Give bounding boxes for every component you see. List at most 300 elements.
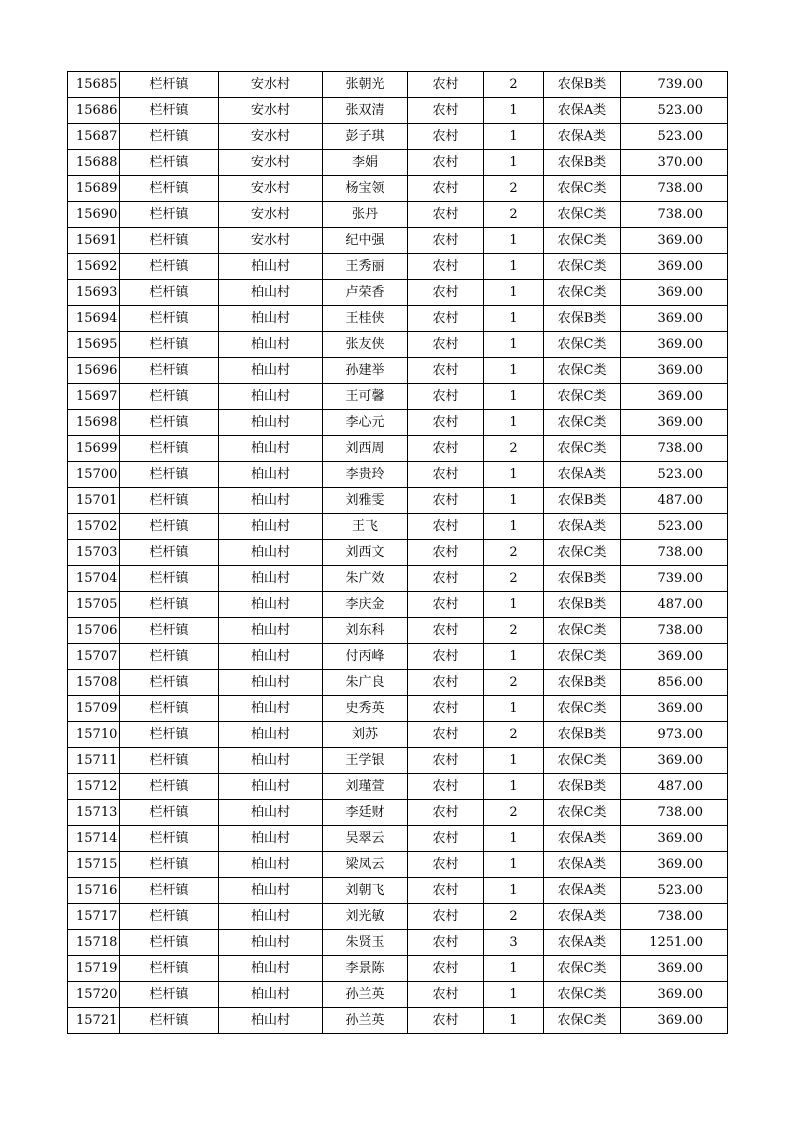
amount-cell: 738.00	[621, 540, 728, 566]
name-cell: 孙兰英	[323, 982, 408, 1008]
village-cell: 柏山村	[219, 800, 323, 826]
amount-cell: 487.00	[621, 488, 728, 514]
amount-cell: 369.00	[621, 852, 728, 878]
name-cell: 刘光敏	[323, 904, 408, 930]
category-cell: 农保B类	[544, 306, 621, 332]
person-count-cell: 2	[484, 540, 544, 566]
household-type-cell: 农村	[408, 878, 484, 904]
village-cell: 柏山村	[219, 696, 323, 722]
category-cell: 农保C类	[544, 254, 621, 280]
person-count-cell: 1	[484, 982, 544, 1008]
town-cell: 栏杆镇	[120, 98, 219, 124]
category-cell: 农保A类	[544, 852, 621, 878]
name-cell: 张双清	[323, 98, 408, 124]
household-type-cell: 农村	[408, 72, 484, 98]
town-cell: 栏杆镇	[120, 488, 219, 514]
amount-cell: 738.00	[621, 176, 728, 202]
amount-cell: 369.00	[621, 358, 728, 384]
category-cell: 农保C类	[544, 436, 621, 462]
name-cell: 王学银	[323, 748, 408, 774]
village-cell: 柏山村	[219, 410, 323, 436]
household-type-cell: 农村	[408, 280, 484, 306]
person-count-cell: 2	[484, 618, 544, 644]
village-cell: 柏山村	[219, 566, 323, 592]
household-type-cell: 农村	[408, 644, 484, 670]
record-number-cell: 15704	[68, 566, 120, 592]
household-type-cell: 农村	[408, 982, 484, 1008]
village-cell: 柏山村	[219, 722, 323, 748]
table-row	[68, 540, 728, 566]
amount-cell: 369.00	[621, 1008, 728, 1034]
village-cell: 柏山村	[219, 436, 323, 462]
table-row	[68, 618, 728, 644]
village-cell: 柏山村	[219, 488, 323, 514]
table-row	[68, 306, 728, 332]
table-row	[68, 488, 728, 514]
table-row	[68, 670, 728, 696]
category-cell: 农保A类	[544, 826, 621, 852]
town-cell: 栏杆镇	[120, 254, 219, 280]
table-row	[68, 800, 728, 826]
person-count-cell: 1	[484, 254, 544, 280]
town-cell: 栏杆镇	[120, 124, 219, 150]
record-number-cell: 15697	[68, 384, 120, 410]
category-cell: 农保B类	[544, 722, 621, 748]
record-number-cell: 15689	[68, 176, 120, 202]
name-cell: 王桂侠	[323, 306, 408, 332]
record-number-cell: 15717	[68, 904, 120, 930]
record-number-cell: 15713	[68, 800, 120, 826]
amount-cell: 523.00	[621, 514, 728, 540]
name-cell: 彭子琪	[323, 124, 408, 150]
town-cell: 栏杆镇	[120, 384, 219, 410]
table-row	[68, 280, 728, 306]
record-number-cell: 15703	[68, 540, 120, 566]
category-cell: 农保C类	[544, 176, 621, 202]
town-cell: 栏杆镇	[120, 566, 219, 592]
name-cell: 李廷财	[323, 800, 408, 826]
record-number-cell: 15699	[68, 436, 120, 462]
category-cell: 农保C类	[544, 1008, 621, 1034]
village-cell: 柏山村	[219, 592, 323, 618]
record-number-cell: 15691	[68, 228, 120, 254]
record-number-cell: 15695	[68, 332, 120, 358]
category-cell: 农保B类	[544, 592, 621, 618]
amount-cell: 369.00	[621, 982, 728, 1008]
category-cell: 农保B类	[544, 670, 621, 696]
amount-cell: 973.00	[621, 722, 728, 748]
name-cell: 史秀英	[323, 696, 408, 722]
person-count-cell: 3	[484, 930, 544, 956]
amount-cell: 369.00	[621, 228, 728, 254]
person-count-cell: 1	[484, 644, 544, 670]
name-cell: 刘瑾萱	[323, 774, 408, 800]
category-cell: 农保C类	[544, 956, 621, 982]
table-row	[68, 982, 728, 1008]
town-cell: 栏杆镇	[120, 826, 219, 852]
table-row	[68, 696, 728, 722]
category-cell: 农保A类	[544, 930, 621, 956]
town-cell: 栏杆镇	[120, 150, 219, 176]
name-cell: 孙兰英	[323, 1008, 408, 1034]
category-cell: 农保C类	[544, 202, 621, 228]
category-cell: 农保B类	[544, 150, 621, 176]
amount-cell: 738.00	[621, 202, 728, 228]
record-number-cell: 15698	[68, 410, 120, 436]
name-cell: 卢荣香	[323, 280, 408, 306]
record-table	[67, 71, 728, 1034]
amount-cell: 487.00	[621, 774, 728, 800]
record-number-cell: 15715	[68, 852, 120, 878]
table-row	[68, 202, 728, 228]
table-row	[68, 826, 728, 852]
amount-cell: 370.00	[621, 150, 728, 176]
table-row	[68, 254, 728, 280]
household-type-cell: 农村	[408, 670, 484, 696]
household-type-cell: 农村	[408, 514, 484, 540]
person-count-cell: 1	[484, 332, 544, 358]
category-cell: 农保B类	[544, 72, 621, 98]
amount-cell: 369.00	[621, 644, 728, 670]
table-row	[68, 98, 728, 124]
person-count-cell: 2	[484, 800, 544, 826]
record-number-cell: 15720	[68, 982, 120, 1008]
person-count-cell: 1	[484, 98, 544, 124]
record-number-cell: 15714	[68, 826, 120, 852]
person-count-cell: 2	[484, 72, 544, 98]
household-type-cell: 农村	[408, 956, 484, 982]
record-number-cell: 15721	[68, 1008, 120, 1034]
household-type-cell: 农村	[408, 566, 484, 592]
person-count-cell: 1	[484, 462, 544, 488]
table-row	[68, 514, 728, 540]
town-cell: 栏杆镇	[120, 722, 219, 748]
person-count-cell: 1	[484, 410, 544, 436]
person-count-cell: 1	[484, 228, 544, 254]
record-number-cell: 15705	[68, 592, 120, 618]
village-cell: 柏山村	[219, 384, 323, 410]
category-cell: 农保C类	[544, 228, 621, 254]
table-row	[68, 358, 728, 384]
category-cell: 农保C类	[544, 332, 621, 358]
record-number-cell: 15711	[68, 748, 120, 774]
record-number-cell: 15700	[68, 462, 120, 488]
household-type-cell: 农村	[408, 254, 484, 280]
town-cell: 栏杆镇	[120, 618, 219, 644]
household-type-cell: 农村	[408, 930, 484, 956]
village-cell: 柏山村	[219, 358, 323, 384]
category-cell: 农保C类	[544, 982, 621, 1008]
record-number-cell: 15687	[68, 124, 120, 150]
name-cell: 王秀丽	[323, 254, 408, 280]
town-cell: 栏杆镇	[120, 748, 219, 774]
table-row	[68, 644, 728, 670]
name-cell: 刘西文	[323, 540, 408, 566]
person-count-cell: 1	[484, 826, 544, 852]
category-cell: 农保B类	[544, 488, 621, 514]
amount-cell: 369.00	[621, 410, 728, 436]
category-cell: 农保A类	[544, 904, 621, 930]
village-cell: 柏山村	[219, 306, 323, 332]
table-row	[68, 930, 728, 956]
category-cell: 农保B类	[544, 774, 621, 800]
household-type-cell: 农村	[408, 150, 484, 176]
village-cell: 柏山村	[219, 826, 323, 852]
town-cell: 栏杆镇	[120, 774, 219, 800]
person-count-cell: 1	[484, 358, 544, 384]
amount-cell: 369.00	[621, 254, 728, 280]
record-number-cell: 15710	[68, 722, 120, 748]
category-cell: 农保C类	[544, 358, 621, 384]
record-number-cell: 15688	[68, 150, 120, 176]
amount-cell: 523.00	[621, 878, 728, 904]
name-cell: 王可馨	[323, 384, 408, 410]
name-cell: 纪中强	[323, 228, 408, 254]
household-type-cell: 农村	[408, 618, 484, 644]
person-count-cell: 1	[484, 878, 544, 904]
town-cell: 栏杆镇	[120, 540, 219, 566]
table-row	[68, 878, 728, 904]
record-number-cell: 15712	[68, 774, 120, 800]
table-row	[68, 904, 728, 930]
village-cell: 柏山村	[219, 904, 323, 930]
category-cell: 农保C类	[544, 618, 621, 644]
record-number-cell: 15708	[68, 670, 120, 696]
record-number-cell: 15686	[68, 98, 120, 124]
person-count-cell: 1	[484, 124, 544, 150]
person-count-cell: 2	[484, 722, 544, 748]
category-cell: 农保A类	[544, 878, 621, 904]
name-cell: 梁凤云	[323, 852, 408, 878]
person-count-cell: 1	[484, 280, 544, 306]
record-number-cell: 15709	[68, 696, 120, 722]
category-cell: 农保A类	[544, 124, 621, 150]
category-cell: 农保A类	[544, 98, 621, 124]
record-number-cell: 15685	[68, 72, 120, 98]
person-count-cell: 1	[484, 488, 544, 514]
village-cell: 柏山村	[219, 670, 323, 696]
town-cell: 栏杆镇	[120, 644, 219, 670]
household-type-cell: 农村	[408, 358, 484, 384]
household-type-cell: 农村	[408, 462, 484, 488]
amount-cell: 369.00	[621, 696, 728, 722]
name-cell: 刘东科	[323, 618, 408, 644]
person-count-cell: 1	[484, 696, 544, 722]
household-type-cell: 农村	[408, 800, 484, 826]
town-cell: 栏杆镇	[120, 410, 219, 436]
name-cell: 刘苏	[323, 722, 408, 748]
village-cell: 柏山村	[219, 748, 323, 774]
amount-cell: 523.00	[621, 124, 728, 150]
category-cell: 农保B类	[544, 566, 621, 592]
village-cell: 柏山村	[219, 930, 323, 956]
village-cell: 安水村	[219, 72, 323, 98]
table-row	[68, 410, 728, 436]
household-type-cell: 农村	[408, 202, 484, 228]
person-count-cell: 1	[484, 306, 544, 332]
town-cell: 栏杆镇	[120, 176, 219, 202]
amount-cell: 523.00	[621, 462, 728, 488]
record-number-cell: 15702	[68, 514, 120, 540]
town-cell: 栏杆镇	[120, 982, 219, 1008]
amount-cell: 738.00	[621, 800, 728, 826]
village-cell: 柏山村	[219, 280, 323, 306]
category-cell: 农保C类	[544, 748, 621, 774]
town-cell: 栏杆镇	[120, 670, 219, 696]
household-type-cell: 农村	[408, 774, 484, 800]
town-cell: 栏杆镇	[120, 930, 219, 956]
name-cell: 李庆金	[323, 592, 408, 618]
name-cell: 张朝光	[323, 72, 408, 98]
table-row	[68, 852, 728, 878]
category-cell: 农保C类	[544, 696, 621, 722]
household-type-cell: 农村	[408, 306, 484, 332]
person-count-cell: 1	[484, 956, 544, 982]
amount-cell: 369.00	[621, 332, 728, 358]
town-cell: 栏杆镇	[120, 514, 219, 540]
household-type-cell: 农村	[408, 124, 484, 150]
name-cell: 李心元	[323, 410, 408, 436]
town-cell: 栏杆镇	[120, 72, 219, 98]
name-cell: 付丙峰	[323, 644, 408, 670]
person-count-cell: 1	[484, 384, 544, 410]
table-body	[68, 72, 728, 1034]
person-count-cell: 1	[484, 748, 544, 774]
name-cell: 刘朝飞	[323, 878, 408, 904]
town-cell: 栏杆镇	[120, 1008, 219, 1034]
record-number-cell: 15696	[68, 358, 120, 384]
amount-cell: 738.00	[621, 436, 728, 462]
table-row	[68, 72, 728, 98]
person-count-cell: 1	[484, 1008, 544, 1034]
town-cell: 栏杆镇	[120, 228, 219, 254]
household-type-cell: 农村	[408, 488, 484, 514]
household-type-cell: 农村	[408, 540, 484, 566]
record-number-cell: 15716	[68, 878, 120, 904]
table-row	[68, 176, 728, 202]
town-cell: 栏杆镇	[120, 852, 219, 878]
person-count-cell: 2	[484, 176, 544, 202]
village-cell: 柏山村	[219, 254, 323, 280]
village-cell: 安水村	[219, 176, 323, 202]
village-cell: 柏山村	[219, 332, 323, 358]
household-type-cell: 农村	[408, 384, 484, 410]
name-cell: 李贵玲	[323, 462, 408, 488]
amount-cell: 523.00	[621, 98, 728, 124]
amount-cell: 738.00	[621, 904, 728, 930]
village-cell: 安水村	[219, 124, 323, 150]
record-number-cell: 15719	[68, 956, 120, 982]
person-count-cell: 1	[484, 514, 544, 540]
person-count-cell: 2	[484, 566, 544, 592]
amount-cell: 369.00	[621, 956, 728, 982]
village-cell: 柏山村	[219, 982, 323, 1008]
household-type-cell: 农村	[408, 98, 484, 124]
town-cell: 栏杆镇	[120, 306, 219, 332]
town-cell: 栏杆镇	[120, 956, 219, 982]
name-cell: 张丹	[323, 202, 408, 228]
name-cell: 李娟	[323, 150, 408, 176]
table-row	[68, 384, 728, 410]
village-cell: 安水村	[219, 202, 323, 228]
category-cell: 农保C类	[544, 540, 621, 566]
household-type-cell: 农村	[408, 228, 484, 254]
household-type-cell: 农村	[408, 696, 484, 722]
amount-cell: 369.00	[621, 280, 728, 306]
household-type-cell: 农村	[408, 436, 484, 462]
amount-cell: 369.00	[621, 306, 728, 332]
amount-cell: 369.00	[621, 384, 728, 410]
record-number-cell: 15693	[68, 280, 120, 306]
table-row	[68, 566, 728, 592]
record-number-cell: 15692	[68, 254, 120, 280]
town-cell: 栏杆镇	[120, 436, 219, 462]
table-row	[68, 774, 728, 800]
table-row	[68, 722, 728, 748]
person-count-cell: 2	[484, 202, 544, 228]
person-count-cell: 1	[484, 774, 544, 800]
household-type-cell: 农村	[408, 332, 484, 358]
table-row	[68, 436, 728, 462]
table-row	[68, 956, 728, 982]
village-cell: 柏山村	[219, 644, 323, 670]
town-cell: 栏杆镇	[120, 332, 219, 358]
name-cell: 刘西周	[323, 436, 408, 462]
name-cell: 朱贤玉	[323, 930, 408, 956]
village-cell: 柏山村	[219, 618, 323, 644]
town-cell: 栏杆镇	[120, 592, 219, 618]
town-cell: 栏杆镇	[120, 202, 219, 228]
household-type-cell: 农村	[408, 410, 484, 436]
village-cell: 柏山村	[219, 462, 323, 488]
village-cell: 柏山村	[219, 878, 323, 904]
amount-cell: 738.00	[621, 618, 728, 644]
town-cell: 栏杆镇	[120, 878, 219, 904]
category-cell: 农保C类	[544, 800, 621, 826]
table-row	[68, 124, 728, 150]
village-cell: 柏山村	[219, 1008, 323, 1034]
amount-cell: 856.00	[621, 670, 728, 696]
table-row	[68, 748, 728, 774]
village-cell: 柏山村	[219, 956, 323, 982]
category-cell: 农保A类	[544, 514, 621, 540]
amount-cell: 487.00	[621, 592, 728, 618]
record-number-cell: 15701	[68, 488, 120, 514]
amount-cell: 369.00	[621, 748, 728, 774]
village-cell: 安水村	[219, 98, 323, 124]
town-cell: 栏杆镇	[120, 904, 219, 930]
table-row	[68, 332, 728, 358]
town-cell: 栏杆镇	[120, 696, 219, 722]
table-row	[68, 462, 728, 488]
table-row	[68, 150, 728, 176]
person-count-cell: 2	[484, 904, 544, 930]
amount-cell: 739.00	[621, 72, 728, 98]
household-type-cell: 农村	[408, 852, 484, 878]
record-number-cell: 15707	[68, 644, 120, 670]
name-cell: 李景陈	[323, 956, 408, 982]
amount-cell: 1251.00	[621, 930, 728, 956]
category-cell: 农保A类	[544, 462, 621, 488]
amount-cell: 369.00	[621, 826, 728, 852]
record-number-cell: 15718	[68, 930, 120, 956]
village-cell: 柏山村	[219, 540, 323, 566]
name-cell: 孙建举	[323, 358, 408, 384]
person-count-cell: 2	[484, 670, 544, 696]
category-cell: 农保C类	[544, 384, 621, 410]
town-cell: 栏杆镇	[120, 358, 219, 384]
name-cell: 王飞	[323, 514, 408, 540]
